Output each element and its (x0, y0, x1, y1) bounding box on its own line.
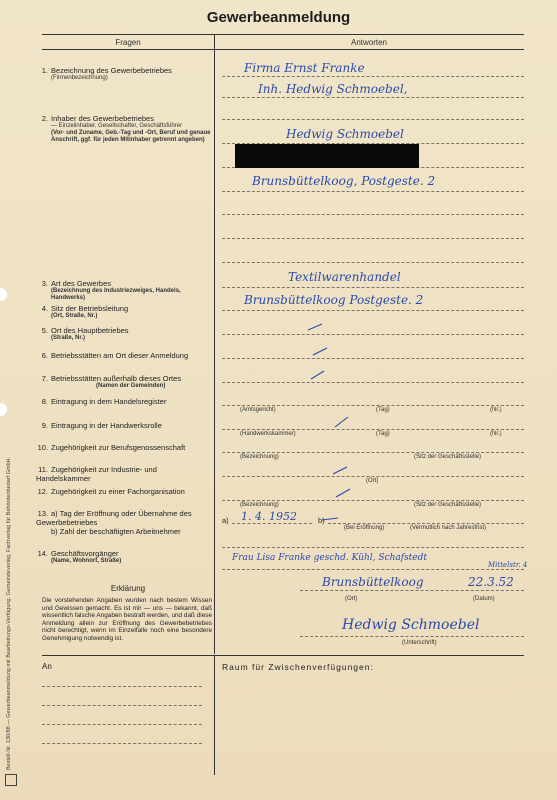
question-13: 13. a) Tag der Eröffnung oder Übernahme des Gewerbebetriebes b) Zahl der beschäftigten Arbeitnehmer (36, 509, 192, 536)
date: 22.3.52 (468, 575, 514, 589)
dash-mark (313, 348, 327, 355)
answer-1-line1: Firma Ernst Franke (244, 61, 365, 75)
dash-mark (308, 324, 322, 330)
question-1: 1. Bezeichnung des Gewerbebetriebes (Firmenbezeichnung) (41, 66, 172, 81)
answer-2-name: Hedwig Schmoebel (286, 127, 404, 141)
dash-mark (311, 371, 324, 379)
footer-divider (214, 655, 215, 775)
question-14: 14. Geschäftsvorgänger (Name, Wohnort, Straße) (37, 549, 122, 564)
answer-4: Brunsbüttelkoog Postgeste. 2 (244, 293, 424, 307)
question-6: 6. Betriebsstätten am Ort dieser Anmeldung (41, 351, 189, 360)
address-line (42, 724, 202, 725)
address-line (42, 705, 202, 706)
question-2: 2. Inhaber des Gewerbebetriebes — Einzelinhaber, Gesellschafter, Geschäftsführer (Vor- und Zuname, Geb.-Tag und -Ort, Beruf und genaue Anschrift, ggf. für jeden Mitinhaber getrennt angeben) (41, 114, 211, 143)
question-7: 7. Betriebsstätten außerhalb dieses Ortes (Namen der Gemeinden) (41, 374, 182, 389)
declaration-title: Erklärung (110, 584, 146, 593)
dash-mark (335, 417, 348, 427)
footer-rule (42, 655, 524, 656)
question-9: 9. Eintragung in der Handwerksrolle (41, 421, 162, 430)
answer-2-address: Brunsbüttelkoog, Postgeste. 2 (252, 174, 436, 188)
question-8: 8. Eintragung in dem Handelsregister (41, 397, 167, 406)
address-line (42, 686, 202, 687)
declaration-text: Die vorstehenden Angaben wurden nach bestem Wissen und Gewissen gemacht. Es ist mir — uns — bekannt, daß wissentlich falsche Angaben bestraft werden, und daß diese Anmeldung allein zur Eröffnung des Gewerbebetriebes nicht berechtigt, wenn im Einzelfalle noch eine besondere Genehmigung notwendig ist. (42, 597, 212, 642)
question-10: 10. Zugehörigkeit zur Berufsgenossenschaft (37, 443, 186, 452)
question-4: 4. Sitz der Betriebsleitung (Ort, Straße, Nr.) (41, 304, 129, 319)
question-11: 11. Zugehörigkeit zur Industrie- und Handelskammer (36, 465, 157, 483)
answer-14-extra: Mittelstr. 4 (488, 561, 528, 569)
dash-mark (333, 467, 347, 474)
question-12: 12. Zugehörigkeit zu einer Fachorganisation (37, 487, 185, 496)
dash-mark (336, 489, 350, 497)
signature: Hedwig Schmoebel (342, 617, 480, 633)
col-questions: Fragen (115, 38, 141, 47)
col-answers: Antworten (350, 38, 388, 47)
publisher-logo (5, 774, 17, 786)
publisher-sidenote: Bestell-Nr. 130/88 — Gewerbeanmeldung mit Bearbeitungs-Verfügung. Gemeindeverlag, Fachverlag für Behördenbedarf GmbH. (6, 456, 12, 770)
question-5: 5. Ort des Hauptbetriebes (Straße, Nr.) (41, 326, 129, 341)
place: Brunsbüttelkoog (322, 575, 424, 589)
an-label: An (42, 662, 52, 671)
answer-1-line2: Inh. Hedwig Schmoebel, (258, 82, 408, 96)
form-title: Gewerbeanmeldung (206, 9, 351, 26)
form-page: Gewerbeanmeldung Fragen Antworten 1. Bezeichnung des Gewerbebetriebes (Firmenbezeichnung) 2. Inhaber des Gewerbebetriebes — Einzelinhaber, Gesellschafter, Geschäftsführer (Vor- und Zuname, Geb.-Tag und -Ort, Beruf und genaue Anschrift, ggf. für jeden Mitinhaber getrennt angeben) 3. Art des Gewerbes (Bezeichnung des Industriezweiges, Handels, Handwerks) 4. Sitz der Betriebsleitung (Ort, Straße, Nr.) 5. Ort des Hauptbetriebes (Straße, Nr.) 6. Betriebsstätten am Ort dieser Anmeldung 7. Betriebsstätten außerhalb dieses Ortes (Namen der Gemeinden) 8. Eintragung in dem Handelsregister 9. Eintragung in der Handwerksrolle 10. Zugehörigkeit zur Berufsgenossenschaft 11. Zugehörigkeit zur Industrie- und Handelskammer 12. Zugehörigkeit zu einer Fachorganisation 13. a) Tag der Eröffnung oder Übernahme des Gewerbebetriebes b) Zahl der beschäftigten Arbeitnehmer 14. Geschäftsvorgänger (Name, Wohnort, Straße) (Amtsgericht) (Tag) (Nr.) (Handwerkskammer) (Tag) (Nr.) (Bezeichnung) (Sitz der Geschäftsstelle) (Ort) (Bezeichnung) (Sitz der Geschäftsstelle) a) b) (Bei Eröffnung) (Vermutlich nach Jahresfrist) (Ort) (Datum) (Unterschrift) Firma Ernst Franke Inh. Hedwig Schmoebel, Hedwig Schmoebel Brunsbüttelkoog, Postgeste. 2 Textilwarenhandel Brunsbüttelkoog Postgeste. 2 1. 4. 1952 Frau Lisa Franke geschd. Kühl, Schafstedt Mittelstr. 4 Brunsbüttelkoog 22.3.52 Hedwig Schmoebel Erklärung Die vorstehenden Angaben wurden nach bestem Wissen und Gewissen gemacht. Es ist mir — uns — bekannt, daß wissentlich falsche Angaben bestraft werden, und daß diese Anmeldung allein zur Eröffnung des Gewerbebetriebes nicht berechtigt, wenn im Einzelfalle noch eine besondere Genehmigung notwendig ist. An Raum für Zwischenverfügungen: Bestell-Nr. 130/88 — Gewerbeanmeldung mit Bearbeitungs-Verfügung. Gemeindeverlag, Fachverlag für Behördenbedarf GmbH. (0, 0, 557, 800)
address-line (42, 743, 202, 744)
question-3: 3. Art des Gewerbes (Bezeichnung des Industriezweiges, Handels, Handwerks) (41, 279, 181, 301)
dash-mark (322, 518, 338, 520)
answer-3: Textilwarenhandel (288, 270, 401, 284)
raum-label: Raum für Zwischenverfügungen: (222, 662, 374, 672)
answer-13a: 1. 4. 1952 (241, 510, 297, 523)
answer-14: Frau Lisa Franke geschd. Kühl, Schafstedt (232, 553, 428, 563)
